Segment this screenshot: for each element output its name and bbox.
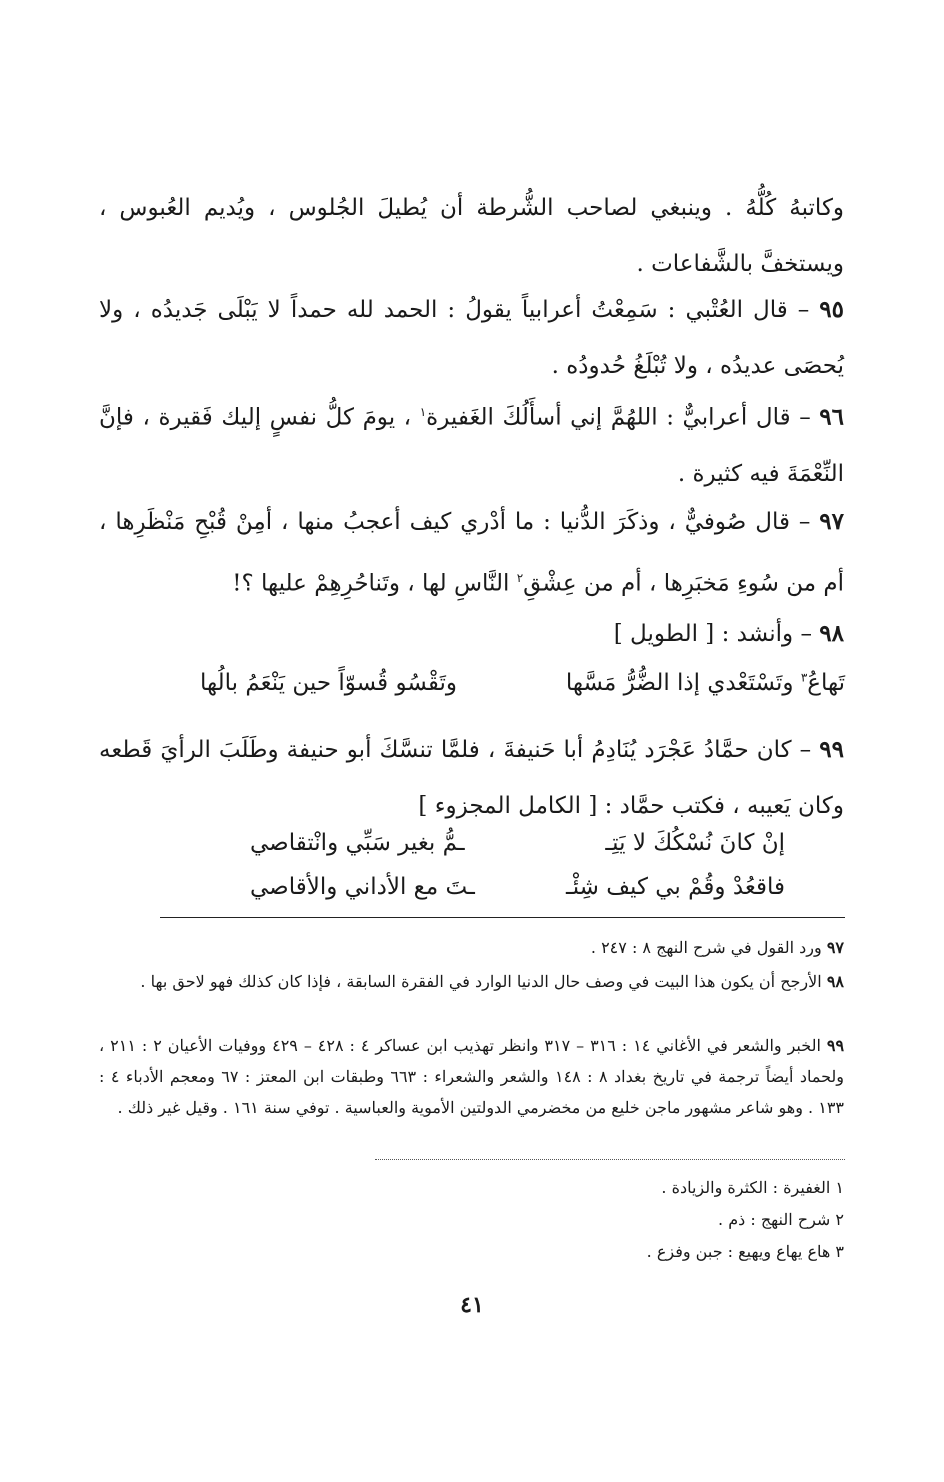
note-2: ٢ شرح النهج : ذم . (718, 1210, 844, 1229)
note-3: ٣ هاع يهاع ويهيع : جبن وفزع . (646, 1242, 844, 1261)
paragraph-96 (99, 384, 844, 502)
footnote-number: ٩٧ (826, 938, 844, 957)
verse-98 (200, 670, 845, 710)
paragraph-text: – وأنشد : [ الطويل ] (613, 621, 820, 647)
footnote-marker: ٢ (516, 571, 524, 585)
footnote-divider (160, 917, 845, 918)
page-number: ٤١ (460, 1292, 484, 1318)
footnote-text: الأرجح أن يكون هذا البيت في وصف حال الدنيا الوارد في الفقرة السابقة ، فإذا كان كذلك فهو لاحق بها . (140, 972, 827, 991)
paragraph-number: ٩٦ (819, 403, 844, 431)
paragraph-97 (99, 494, 844, 612)
verse-second-hemistich: وتَقْسُو قُسوّاً حين يَنْعَمُ بالُها (200, 670, 458, 696)
footnote-text: ورد القول في شرح النهج ٨ : ٢٤٧ . (590, 938, 827, 957)
paragraph-number: ٩٧ (819, 508, 844, 535)
footnote-97 (99, 932, 844, 963)
verse-second-hemistich: ـتَ مع الأداني والأقاصي (250, 874, 475, 900)
paragraph-text: وكاتبهُ كُلُّهُ . وينبغي لصاحب الشُّرطة أن يُطيلَ الجُلوس ، ويُديم العُبوس ، ويستخفَّ بالشَّفاعات . (99, 195, 844, 277)
paragraph-number: ٩٩ (819, 736, 844, 763)
verse-first-hemistich: فاقعُدْ وقُمْ بي كيف شِئْـ (565, 874, 785, 900)
footnote-number: ٩٨ (826, 972, 844, 991)
note-1: ١ الغفيرة : الكثرة والزيادة . (661, 1178, 844, 1197)
footnote-text: الخبر والشعر في الأغاني ١٤ : ٣١٦ – ٣١٧ وانظر تهذيب ابن عساكر ٤ : ٤٢٨ – ٤٢٩ ووفيات الأعيان ٢ : ٢١١ ، ولحماد أيضاً ترجمة في تاريخ بغداد ٨ : ١٤٨ والشعر والشعراء : ٦٦٣ وطبقات ابن المعتز : ٦٧ ومعجم الأدباء ٤ : ١٣٣ . وهو شاعر مشهور ماجن خليع من مخضرمي الدولتين الأموية والعباسية . توفي سنة ١٦١ . وقيل غير ذلك . (99, 1036, 844, 1117)
paragraph-text: النَّاسِ لها ، وتَناحُرِهِمْ عليها ؟! (232, 570, 517, 597)
paragraph-number: ٩٨ (819, 620, 844, 647)
paragraph-text: – قال العُتْبي : سَمِعْتُ أعرابياً يقولُ : الحمد لله حمداً لا يَبْلَى جَديدُه ، ولا يُحصَى عديدُه ، ولا تُبْلَغُ حُدودُه . (99, 297, 844, 379)
footnote-marker: ١ (419, 405, 427, 419)
verse-text: تَهاعُ (807, 670, 845, 696)
verse-99-line-1 (250, 830, 785, 870)
paragraph-text: – كان حمَّادُ عَجْرَد يُنَادِمُ أبا حَنيفةَ ، فلمَّا تنسَّكَ أبو حنيفة وطَلَبَ الرأيَ قَطعه وكان يَعيبه ، فكتب حمَّاد : [ الكامل المجزوء ] (99, 737, 844, 819)
paragraph-99 (99, 722, 844, 834)
paragraph-text: – قال صُوفيٌّ ، وذكَرَ الدُّنيا : ما أدْري كيف أعجبُ منها ، أمِنْ قُبْحِ مَنْظَرِها ، أم من سُوءِ مَخبَرِها ، أم من عِشْقِ (99, 509, 844, 597)
paragraph-intro (99, 180, 844, 292)
footnote-98 (99, 966, 844, 997)
footnote-number: ٩٩ (826, 1036, 845, 1055)
verse-first-hemistich (566, 670, 845, 696)
paragraph-text: ، يومَ كلُّ نفسٍ إليك فَقيرة ، فإنَّ النِّعْمَةَ فيه كثيرة . (99, 404, 844, 487)
verse-first-hemistich: إنْ كانَ نُسْكُكَ لا يَتِـ (605, 830, 785, 856)
verse-text: وتَسْتَعْدي إذا الضُّرُّ مَسَّها (565, 670, 801, 696)
verse-second-hemistich: ـمُّ بغير سَبِّي وانْتقاصي (250, 830, 465, 856)
paragraph-98 (99, 606, 844, 662)
footnote-99 (99, 1030, 844, 1123)
footnote-marker: ٣ (800, 670, 808, 685)
paragraph-text: – قال أعرابيٌّ : اللهُمَّ إني أسأَلُكَ الغَفيرة (426, 404, 820, 431)
verse-99-line-2 (250, 874, 785, 914)
notes-divider (375, 1159, 845, 1160)
paragraph-95 (99, 282, 844, 394)
paragraph-number: ٩٥ (819, 296, 844, 323)
